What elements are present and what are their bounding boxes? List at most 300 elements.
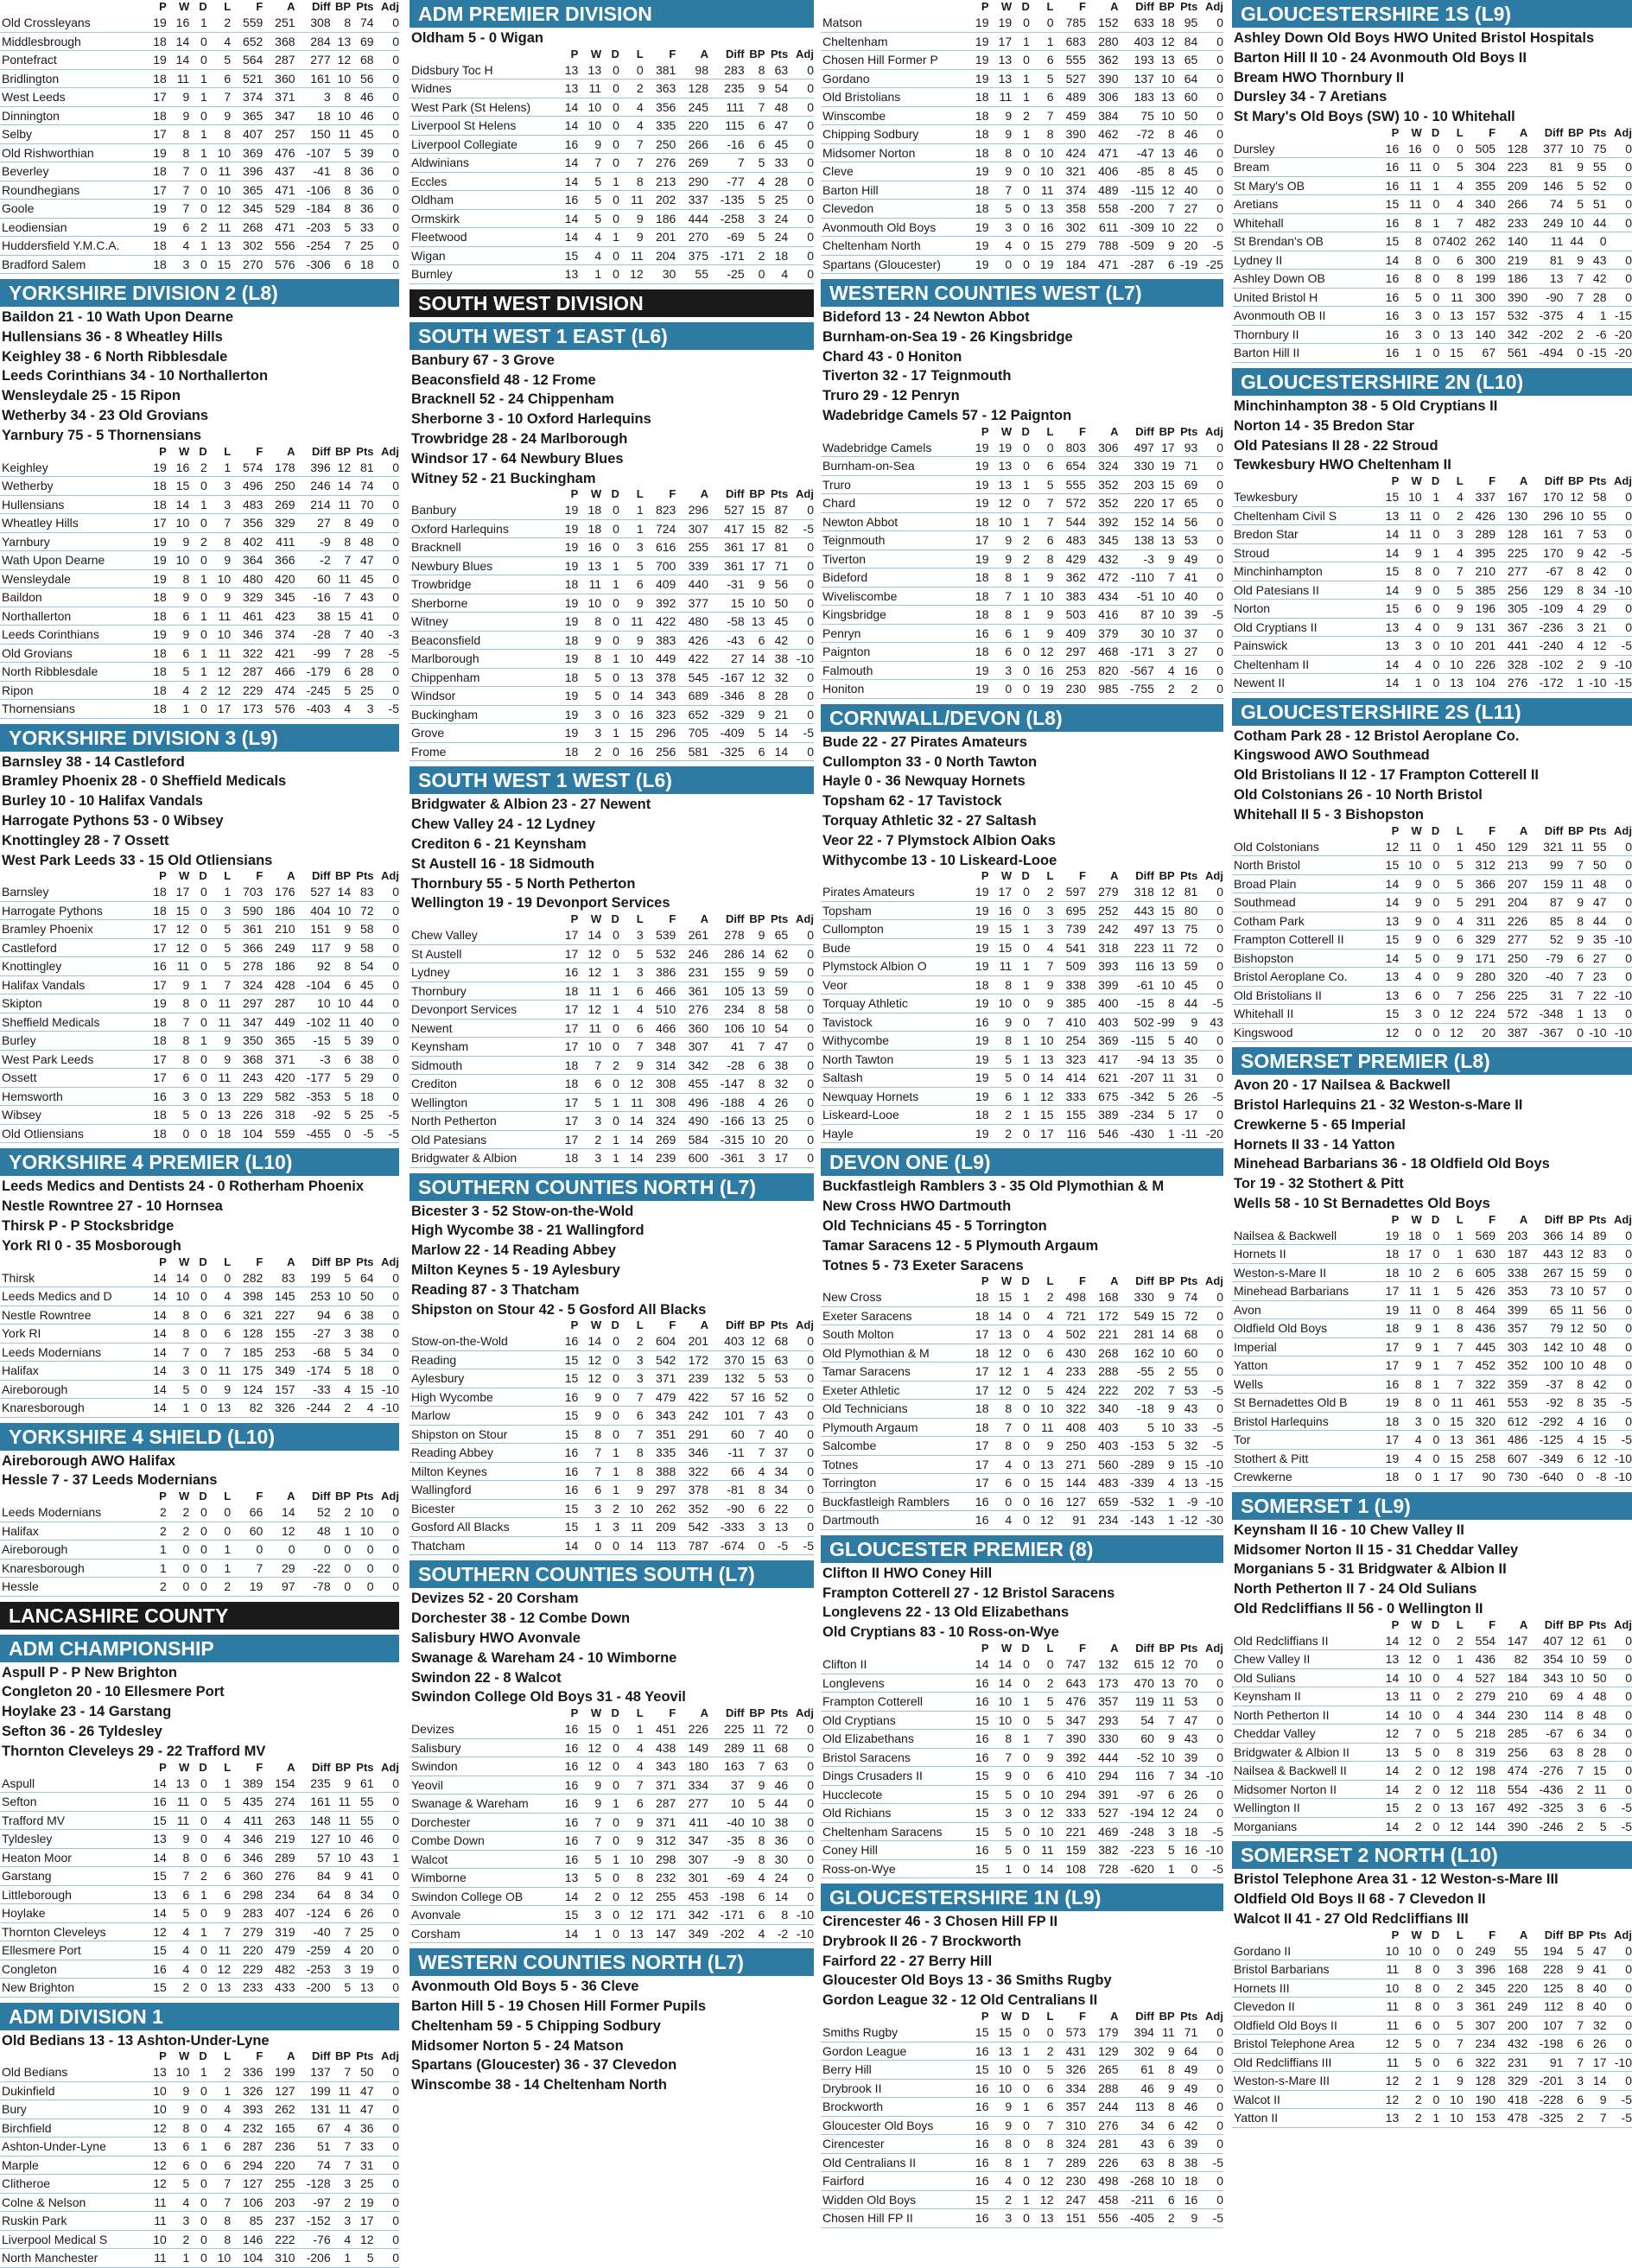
column-1 — [0, 0, 399, 2265]
stat-cell: 0 — [392, 257, 399, 271]
stat-cell: 14 — [774, 726, 789, 740]
stat-cell: 72 — [774, 1722, 789, 1737]
stat-cell: 359 — [1507, 1376, 1528, 1391]
stat-cell: 449 — [655, 651, 676, 666]
stat-cell: 0 — [1216, 477, 1223, 492]
stat-cell: 3 — [323, 90, 331, 104]
column-header: A — [700, 1706, 708, 1720]
stat-cell: 2 — [1414, 1782, 1422, 1796]
league-title: YORKSHIRE DIVISION 2 (L8) — [0, 279, 399, 307]
stat-cell: 19 — [975, 903, 989, 918]
table-header — [1232, 474, 1632, 488]
league-section — [0, 1148, 399, 1417]
stat-cell: 0 — [1625, 1007, 1632, 1021]
column-header: D — [1431, 1212, 1440, 1226]
stat-cell: 18 — [587, 521, 602, 536]
column-header: L — [224, 1490, 232, 1503]
stat-cell: 0 — [1023, 885, 1030, 899]
table-row — [0, 1941, 399, 1960]
stat-cell: 9 — [182, 590, 190, 605]
stat-cell: 0 — [392, 534, 399, 549]
stat-cell: 391 — [1098, 1787, 1119, 1801]
stat-cell: -11 — [1181, 1126, 1198, 1140]
stat-cell: -201 — [1539, 2074, 1564, 2088]
table-row — [0, 1069, 399, 1088]
stat-cell: -135 — [720, 193, 745, 207]
stat-cell: 39 — [1184, 2137, 1198, 2151]
stat-cell: 17 — [1385, 1433, 1400, 1447]
table-header — [1232, 126, 1632, 140]
stat-cell: 31 — [1184, 1070, 1198, 1085]
stat-cell: 54 — [359, 959, 374, 974]
table-row — [0, 106, 399, 125]
stat-cell: 0 — [1216, 1308, 1223, 1323]
team-name: Littleborough — [2, 1887, 72, 1902]
stat-cell: 0 — [1023, 663, 1030, 677]
stat-cell: 3 — [344, 1326, 352, 1341]
stat-cell: 17 — [975, 1439, 989, 1453]
stat-cell: 0 — [1216, 1345, 1223, 1360]
stat-cell: 10 — [1450, 638, 1464, 653]
stat-cell: 286 — [724, 946, 745, 961]
stat-cell: 12 — [359, 2232, 374, 2246]
stat-cell: 227 — [275, 1307, 295, 1322]
stat-cell: 8 — [1167, 2062, 1175, 2077]
league-section — [0, 1423, 399, 1597]
stat-cell: -77 — [727, 174, 745, 188]
table-row — [0, 975, 399, 994]
stat-cell: 16 — [564, 1777, 579, 1792]
stat-cell: 43 — [359, 1850, 374, 1865]
stat-cell: 55 — [695, 267, 708, 282]
column-header: F — [256, 0, 264, 13]
column-header: D — [1431, 1928, 1440, 1941]
stat-cell: 350 — [242, 1033, 264, 1048]
team-name: Widden Old Boys — [822, 2192, 917, 2207]
team-name: Barnsley — [2, 885, 49, 899]
stat-cell: 100 — [1543, 1358, 1564, 1373]
stat-cell: 19 — [975, 71, 989, 86]
stat-cell: 435 — [242, 1795, 264, 1809]
stat-cell: 13 — [153, 2065, 167, 2080]
stat-cell: 0 — [807, 946, 814, 961]
stat-cell: 9 — [636, 632, 644, 647]
stat-cell: 0 — [1023, 2062, 1030, 2077]
stat-cell: 7 — [636, 1777, 644, 1792]
team-name: Wadebridge Camels — [822, 440, 932, 454]
stat-cell: 6 — [1046, 1345, 1054, 1360]
stat-cell: 13 — [153, 1832, 167, 1846]
team-name: Windsor — [411, 689, 456, 703]
stat-cell: 5 — [594, 193, 602, 207]
stat-cell: 3 — [594, 1151, 602, 1166]
stat-cell: 66 — [249, 1505, 264, 1520]
stat-cell: 34 — [1592, 582, 1607, 597]
stat-cell: 16 — [751, 1389, 765, 1404]
team-name: Barton Hill II — [1234, 346, 1300, 360]
stat-cell: 0 — [1023, 2211, 1030, 2226]
stat-cell: 0 — [1023, 1476, 1030, 1490]
team-name: Gosford All Blacks — [411, 1520, 510, 1534]
stat-cell: 11 — [1451, 289, 1464, 304]
stat-cell: 7 — [1577, 969, 1584, 984]
column-header: BP — [749, 1706, 765, 1720]
stat-cell: 4 — [1456, 1670, 1464, 1685]
stat-cell: 80 — [1184, 903, 1198, 918]
stat-cell: 803 — [1065, 440, 1086, 454]
stat-cell: -27 — [313, 1326, 331, 1341]
stat-cell: 17 — [564, 1132, 579, 1147]
table-header — [1232, 824, 1632, 838]
stat-cell: 9 — [1414, 1339, 1422, 1354]
stat-cell: 87 — [1140, 607, 1154, 622]
stat-cell: 44 — [1592, 215, 1607, 230]
stat-cell: 23 — [1592, 969, 1607, 984]
stat-cell: 19 — [564, 521, 579, 536]
stat-cell: 300 — [1475, 252, 1496, 267]
column-header: Diff — [725, 1706, 745, 1720]
stat-cell: 0 — [200, 940, 207, 955]
stat-cell: 8 — [1005, 2137, 1013, 2151]
stat-cell: 403 — [1098, 1420, 1119, 1434]
stat-cell: 0 — [1216, 1750, 1223, 1764]
column-header: W — [590, 1706, 602, 1720]
stat-cell: 394 — [1134, 2025, 1154, 2040]
league-title: GLOUCESTERSHIRE 2S (L11) — [1232, 698, 1632, 726]
stat-cell: 0 — [1432, 839, 1440, 854]
stat-cell: 0 — [1432, 1962, 1440, 1977]
stat-cell: 127 — [242, 2176, 264, 2191]
stat-cell: 0 — [1216, 71, 1223, 86]
stat-cell: 10 — [1408, 858, 1422, 873]
stat-cell: 0 — [392, 959, 399, 974]
stat-cell: 173 — [242, 702, 264, 716]
stat-cell: 0 — [392, 479, 399, 493]
stat-cell: -5 — [1621, 545, 1632, 560]
stat-cell: 246 — [688, 946, 708, 961]
stat-cell: 5 — [182, 1906, 190, 1921]
stat-cell: -5 — [1212, 607, 1223, 622]
stat-cell: 0 — [807, 81, 814, 96]
stat-cell: 15 — [975, 1787, 989, 1801]
table-row — [1232, 856, 1632, 875]
match-result: Tamar Saracens 12 - 5 Plymouth Argaum — [822, 1237, 1099, 1254]
stat-cell: 0 — [392, 590, 399, 605]
stat-cell: 3 — [758, 1151, 765, 1166]
stat-cell: 16 — [998, 903, 1013, 918]
stat-cell: -289 — [1129, 1457, 1154, 1471]
match-result: Wensleydale 25 - 15 Ripon — [2, 388, 181, 404]
stat-cell: 43 — [774, 1408, 789, 1423]
stat-cell: 128 — [1507, 527, 1528, 542]
stat-cell: 69 — [1184, 477, 1198, 492]
column-header: Adj — [1205, 424, 1223, 438]
team-name: Old Elizabethans — [822, 1731, 914, 1746]
stat-cell: 16 — [975, 1843, 989, 1858]
match-result: Ashley Down Old Boys HWO United Bristol Hospitals — [1234, 30, 1595, 46]
stat-cell: 0 — [1216, 1033, 1223, 1048]
stat-cell: 15 — [975, 1712, 989, 1727]
stat-cell: 554 — [1507, 1782, 1528, 1796]
table-row — [410, 1832, 814, 1851]
team-name: Bream — [1234, 160, 1270, 175]
stat-cell: 17 — [1592, 2055, 1607, 2069]
stat-cell: 0 — [1432, 638, 1440, 653]
table-row — [1232, 1245, 1632, 1264]
stat-cell: 4 — [758, 1095, 765, 1109]
stat-cell: 11 — [588, 81, 602, 96]
stat-cell: 0 — [1023, 1439, 1030, 1453]
stat-cell: 7 — [1577, 527, 1584, 542]
stat-cell: 4 — [1046, 1327, 1054, 1342]
stat-cell: 8 — [1577, 1395, 1584, 1410]
stat-cell: 12 — [998, 1345, 1013, 1360]
stat-cell: 0 — [1432, 582, 1440, 597]
team-name: Hoylake — [2, 1906, 46, 1921]
stat-cell: 18 — [564, 983, 579, 998]
team-name: Bristol Barbarians — [1234, 1962, 1330, 1977]
table-row — [1232, 1282, 1632, 1301]
team-name: Plymstock Albion O — [822, 959, 927, 974]
table-row — [1232, 1023, 1632, 1042]
stat-cell: 333 — [1065, 1089, 1086, 1103]
stat-cell: 57 — [317, 1850, 331, 1865]
stat-cell: 2 — [1414, 2111, 1422, 2125]
league-title: CORNWALL/DEVON (L8) — [821, 704, 1223, 732]
stat-cell: 5 — [636, 946, 644, 961]
stat-cell: 16 — [1039, 663, 1054, 677]
team-name: Sheffield Medicals — [2, 1014, 100, 1029]
table-header — [0, 1255, 399, 1269]
league-title: LANCASHIRE COUNTY — [0, 1602, 399, 1630]
stat-cell: 26 — [1184, 1787, 1198, 1801]
stat-cell: 0 — [1432, 1980, 1440, 1995]
stat-cell: 10 — [1161, 1345, 1175, 1360]
stat-cell: 28 — [774, 174, 789, 188]
stat-cell: 6 — [182, 1887, 190, 1902]
team-name: Leodiensian — [2, 219, 67, 234]
stat-cell: 87 — [1549, 895, 1564, 910]
stat-cell: 1 — [613, 1095, 619, 1109]
stat-cell: 10 — [587, 118, 602, 133]
stat-cell: 0 — [1216, 885, 1223, 899]
column-header: BP — [1159, 869, 1175, 883]
table-row — [0, 14, 399, 32]
stat-cell: 38 — [359, 1051, 374, 1066]
match-result: Chard 43 - 0 Honiton — [822, 348, 962, 365]
stat-cell: 7 — [737, 156, 745, 170]
stat-cell: 9 — [182, 2083, 190, 2098]
column-header: Adj — [1614, 823, 1632, 837]
stat-cell: 296 — [688, 503, 708, 518]
table-row — [0, 883, 399, 901]
stat-cell: 1 — [594, 1926, 602, 1941]
stat-cell: 60 — [249, 1523, 264, 1538]
stat-cell: 0 — [1432, 895, 1440, 910]
stat-cell: 249 — [275, 940, 295, 955]
stat-cell: 8 — [1577, 1376, 1584, 1391]
stat-cell: 0 — [200, 590, 207, 605]
stat-cell: 153 — [1475, 2111, 1496, 2125]
stat-cell: 2 — [200, 219, 207, 234]
stat-cell: -640 — [1539, 1470, 1564, 1484]
stat-cell: 683 — [1065, 34, 1086, 48]
stat-cell: 1 — [613, 230, 619, 245]
match-result: Bude 22 - 27 Pirates Amateurs — [822, 734, 1027, 750]
table-row — [0, 1885, 399, 1904]
stat-cell: 7 — [1577, 2017, 1584, 2032]
stat-cell: 3 — [182, 257, 190, 271]
match-result: Crewkerne 5 - 65 Imperial — [1234, 1116, 1407, 1133]
team-name: Marlow — [411, 1408, 451, 1423]
stat-cell: -455 — [306, 1126, 331, 1140]
stat-cell: 0 — [392, 2176, 399, 2191]
stat-cell: 5 — [224, 922, 232, 937]
match-result: Hornets II 33 - 14 Yatton — [1234, 1136, 1395, 1153]
stat-cell: 1 — [1432, 1339, 1440, 1354]
stat-cell: 0 — [807, 558, 814, 573]
stat-cell: 6 — [224, 2139, 232, 2154]
stat-cell: 15 — [751, 1352, 765, 1367]
stat-cell: -430 — [1129, 1126, 1154, 1140]
stat-cell: 13 — [1039, 201, 1054, 215]
stat-cell: 280 — [1098, 34, 1119, 48]
stat-cell: 4 — [344, 1382, 352, 1396]
stat-cell: 16 — [975, 2211, 989, 2226]
match-result: Longlevens 22 - 13 Old Elizabethans — [822, 1604, 1070, 1621]
stat-cell: 61 — [1592, 1633, 1607, 1648]
stat-cell: -35 — [727, 1833, 745, 1848]
stat-cell: 0 — [200, 1270, 207, 1285]
stat-cell: 11 — [338, 2083, 352, 2098]
stat-cell: 19 — [249, 1579, 264, 1594]
stat-cell: 11 — [338, 1795, 352, 1809]
stat-cell: 8 — [182, 1850, 190, 1865]
table-row — [821, 2098, 1223, 2117]
stat-cell: 2 — [1577, 2111, 1584, 2125]
stat-cell: 2 — [1167, 1364, 1175, 1379]
stat-cell: 330 — [1098, 1731, 1119, 1746]
stat-cell: 0 — [200, 2157, 207, 2172]
stat-cell: 0 — [344, 1560, 352, 1575]
stat-cell: 630 — [1475, 1247, 1496, 1261]
team-name: Gordano — [822, 71, 870, 86]
stat-cell: 82 — [1514, 1652, 1528, 1667]
table-row — [0, 551, 399, 570]
stat-cell: 13 — [587, 62, 602, 77]
table-row — [1232, 1300, 1632, 1319]
stat-cell: 167 — [1507, 490, 1528, 505]
stat-cell: 8 — [758, 1483, 765, 1497]
stat-cell: 7 — [1577, 1763, 1584, 1778]
stat-cell: 40 — [1184, 182, 1198, 197]
stat-cell: 261 — [688, 928, 708, 943]
league-title: GLOUCESTERSHIRE 1S (L9) — [1232, 0, 1632, 28]
stat-cell: 0 — [613, 1926, 619, 1941]
stat-cell: -5 — [803, 521, 814, 536]
stat-cell: 0 — [1023, 182, 1030, 197]
table-header — [410, 912, 814, 926]
stat-cell: 255 — [275, 2176, 295, 2191]
stat-cell: 6 — [182, 645, 190, 660]
stat-cell: 10 — [1450, 657, 1464, 671]
stat-cell: 55 — [1184, 1364, 1198, 1379]
stat-cell: 0 — [1023, 2118, 1030, 2132]
stat-cell: 6 — [1577, 1451, 1584, 1465]
stat-cell: -5 — [1212, 1089, 1223, 1103]
table-row — [0, 1775, 399, 1793]
stat-cell: 297 — [655, 1483, 676, 1497]
column-header: D — [1431, 474, 1440, 488]
stat-cell: -172 — [1539, 676, 1564, 690]
stat-cell: 343 — [655, 689, 676, 703]
stat-cell: 17 — [153, 182, 167, 197]
stat-cell: 0 — [1216, 1364, 1223, 1379]
header-team — [821, 2010, 966, 2023]
stat-cell: 2 — [1167, 682, 1175, 696]
column-header: BP — [335, 1255, 352, 1268]
stat-cell: 8 — [1005, 570, 1013, 585]
stat-cell: -174 — [306, 1363, 331, 1378]
stat-cell: 7 — [1005, 1420, 1013, 1434]
league-table — [0, 1761, 399, 1998]
stat-cell: 333 — [1065, 1806, 1086, 1820]
stat-cell: 347 — [1065, 1712, 1086, 1727]
stat-cell: 2 — [613, 1501, 619, 1515]
header-team — [0, 0, 143, 14]
stat-cell: 12 — [587, 946, 602, 961]
table-row — [410, 1001, 814, 1020]
stat-cell: 58 — [1592, 490, 1607, 505]
stat-cell: 146 — [242, 2232, 264, 2246]
stat-cell: 444 — [1098, 1750, 1119, 1764]
stat-cell: 225 — [1507, 545, 1528, 560]
team-name: Liverpool Collegiate — [411, 137, 518, 151]
table-header — [821, 2010, 1223, 2023]
team-name: Dorchester — [411, 1814, 471, 1829]
stat-cell: 10 — [337, 1289, 352, 1304]
table-row — [410, 1425, 814, 1444]
team-name: Yatton — [1234, 1358, 1268, 1373]
stat-cell: 0 — [613, 1814, 619, 1829]
stat-cell: 83 — [281, 1270, 295, 1285]
team-name: York RI — [2, 1326, 41, 1341]
stat-cell: 151 — [310, 922, 331, 937]
table-row — [1232, 2053, 1632, 2072]
stat-cell: 0 — [200, 553, 207, 568]
stat-cell: 411 — [689, 1814, 708, 1829]
stat-cell: 9 — [1167, 1457, 1175, 1471]
stat-cell: 40 — [774, 1426, 789, 1441]
stat-cell: 0 — [392, 1270, 399, 1285]
stat-cell: 9 — [1414, 582, 1422, 597]
stat-cell: 178 — [275, 460, 295, 474]
stat-cell: 25 — [359, 1108, 374, 1122]
stat-cell: 462 — [1098, 127, 1119, 141]
team-name: Ruskin Park — [2, 2214, 67, 2228]
stat-cell: 365 — [242, 108, 264, 123]
stat-cell: 559 — [242, 16, 264, 29]
stat-cell: 399 — [1507, 1302, 1528, 1317]
stat-cell: 0 — [182, 1560, 190, 1575]
stat-cell: 0 — [758, 267, 765, 282]
stat-cell: 7 — [1414, 1726, 1422, 1741]
stat-cell: 6 — [182, 2139, 190, 2154]
stat-cell: 5 — [1456, 1726, 1464, 1741]
table-row — [410, 1038, 814, 1057]
league-title: DEVON ONE (L9) — [821, 1148, 1223, 1176]
stat-cell: 129 — [1098, 2043, 1119, 2058]
